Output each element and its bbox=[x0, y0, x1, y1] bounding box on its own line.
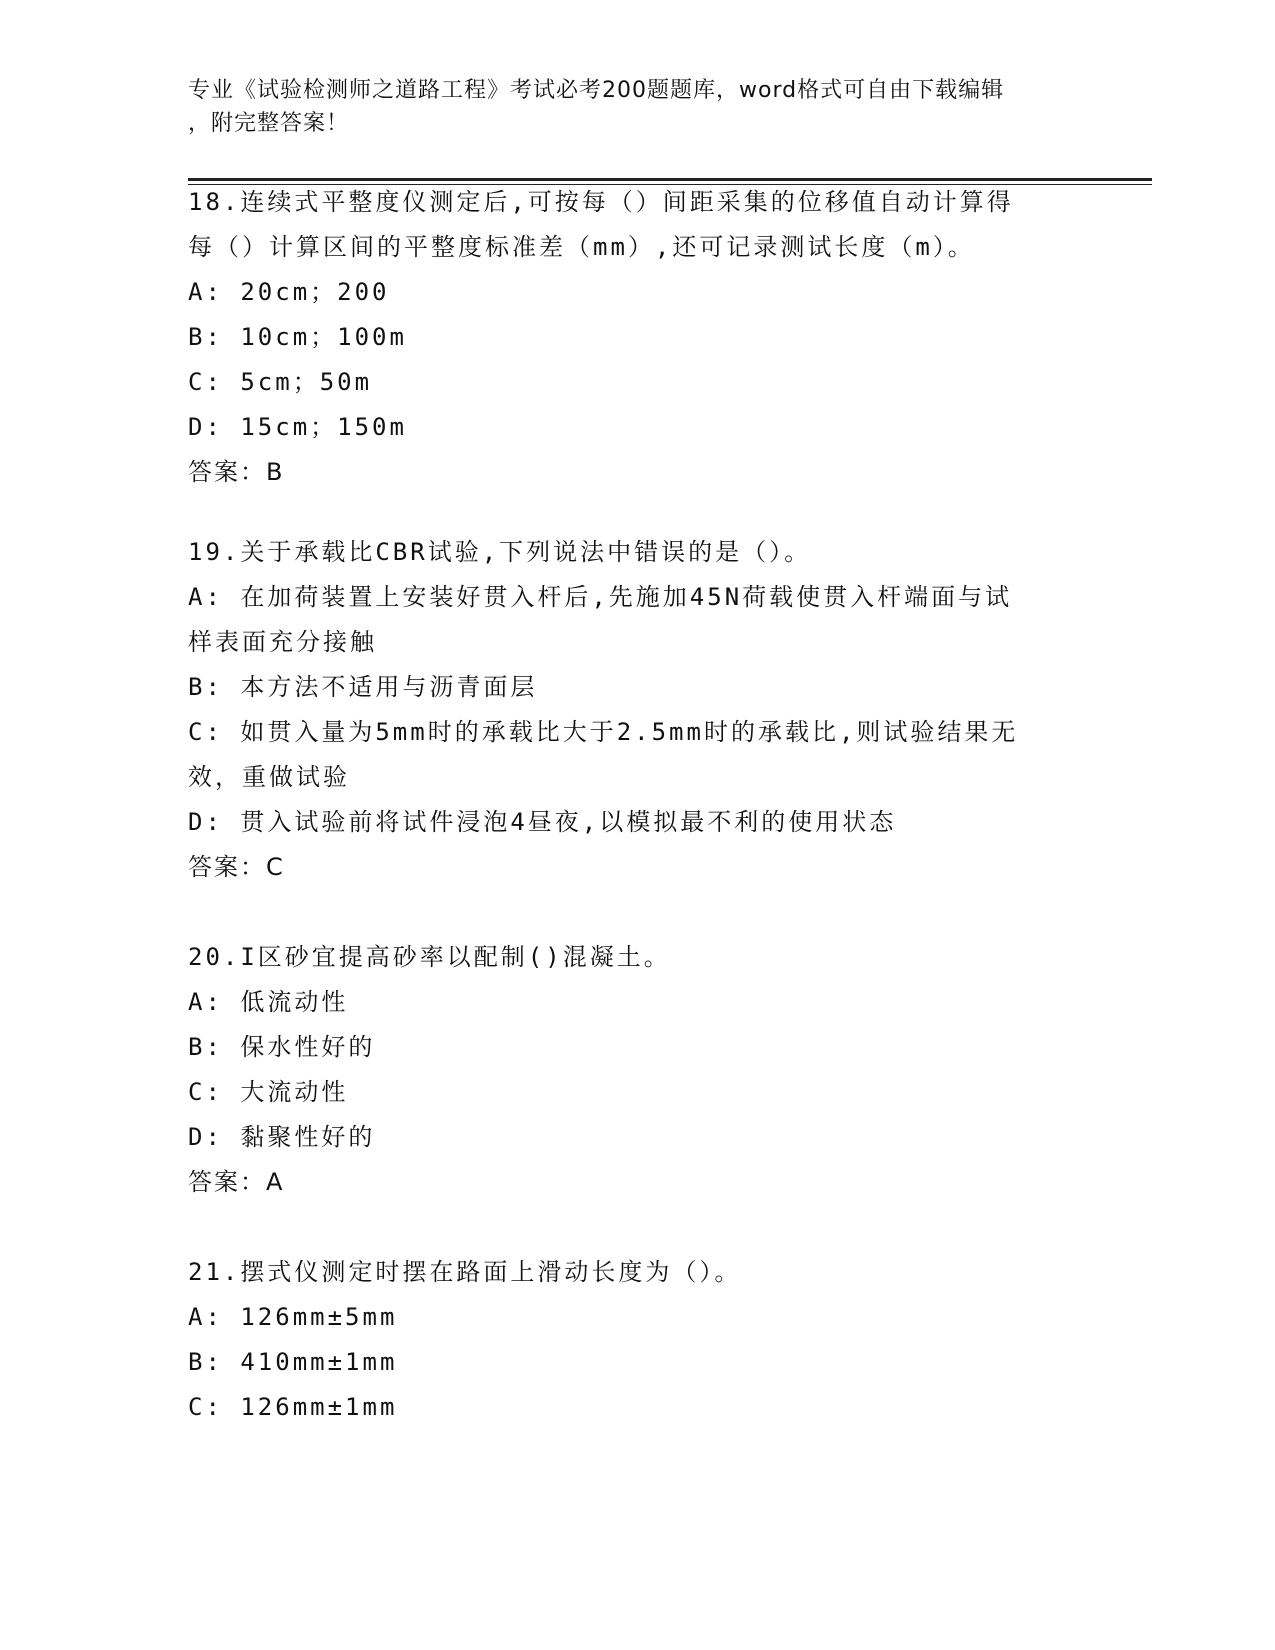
option-d: D: 15cm；150m bbox=[188, 413, 407, 441]
option-b: B: 10cm；100m bbox=[188, 323, 407, 351]
option-d: D: 黏聚性好的 bbox=[188, 1123, 376, 1151]
answer-line: 答案：B bbox=[188, 458, 285, 486]
header-line: ，附完整答案！ bbox=[188, 111, 350, 136]
answer-line: 答案：C bbox=[188, 853, 285, 881]
question-19 bbox=[188, 530, 1078, 890]
question-stem: 21.摆式仪测定时摆在路面上滑动长度为（）。 bbox=[188, 1258, 742, 1286]
question-stem: 每（）计算区间的平整度标准差（mm）,还可记录测试长度（m）。 bbox=[188, 233, 975, 261]
option-d: D: 贯入试验前将试件浸泡4昼夜,以模拟最不利的使用状态 bbox=[188, 808, 897, 836]
option-a: A: 低流动性 bbox=[188, 988, 349, 1016]
question-21 bbox=[188, 1250, 1078, 1430]
option-c: C: 126mm±1mm bbox=[188, 1393, 398, 1421]
question-stem: 19.关于承载比CBR试验,下列说法中错误的是（）。 bbox=[188, 538, 812, 566]
option-c: C: 大流动性 bbox=[188, 1078, 349, 1106]
question-stem: 20.I区砂宜提高砂率以配制()混凝土。 bbox=[188, 943, 671, 971]
question-stem: 18.连续式平整度仪测定后,可按每（）间距采集的位移值自动计算得 bbox=[188, 188, 1014, 216]
question-18 bbox=[188, 180, 1078, 495]
option-a-continued: 样表面充分接触 bbox=[188, 628, 377, 656]
option-c: C: 5cm；50m bbox=[188, 368, 373, 396]
option-a: A: 126mm±5mm bbox=[188, 1303, 398, 1331]
option-a: A: 在加荷装置上安装好贯入杆后,先施加45N荷载使贯入杆端面与试 bbox=[188, 583, 1013, 611]
answer-line: 答案：A bbox=[188, 1168, 285, 1196]
document-header bbox=[188, 74, 1068, 140]
option-c-continued: 效，重做试验 bbox=[188, 763, 350, 791]
header-line: 专业《试验检测师之道路工程》考试必考200题题库，word格式可自由下载编辑 bbox=[188, 78, 1005, 103]
option-b: B: 410mm±1mm bbox=[188, 1348, 398, 1376]
option-a: A: 20cm；200 bbox=[188, 278, 390, 306]
question-20 bbox=[188, 935, 1078, 1205]
option-b: B: 本方法不适用与沥青面层 bbox=[188, 673, 538, 701]
option-b: B: 保水性好的 bbox=[188, 1033, 376, 1061]
option-c: C: 如贯入量为5mm时的承载比大于2.5mm时的承载比,则试验结果无 bbox=[188, 718, 1019, 746]
